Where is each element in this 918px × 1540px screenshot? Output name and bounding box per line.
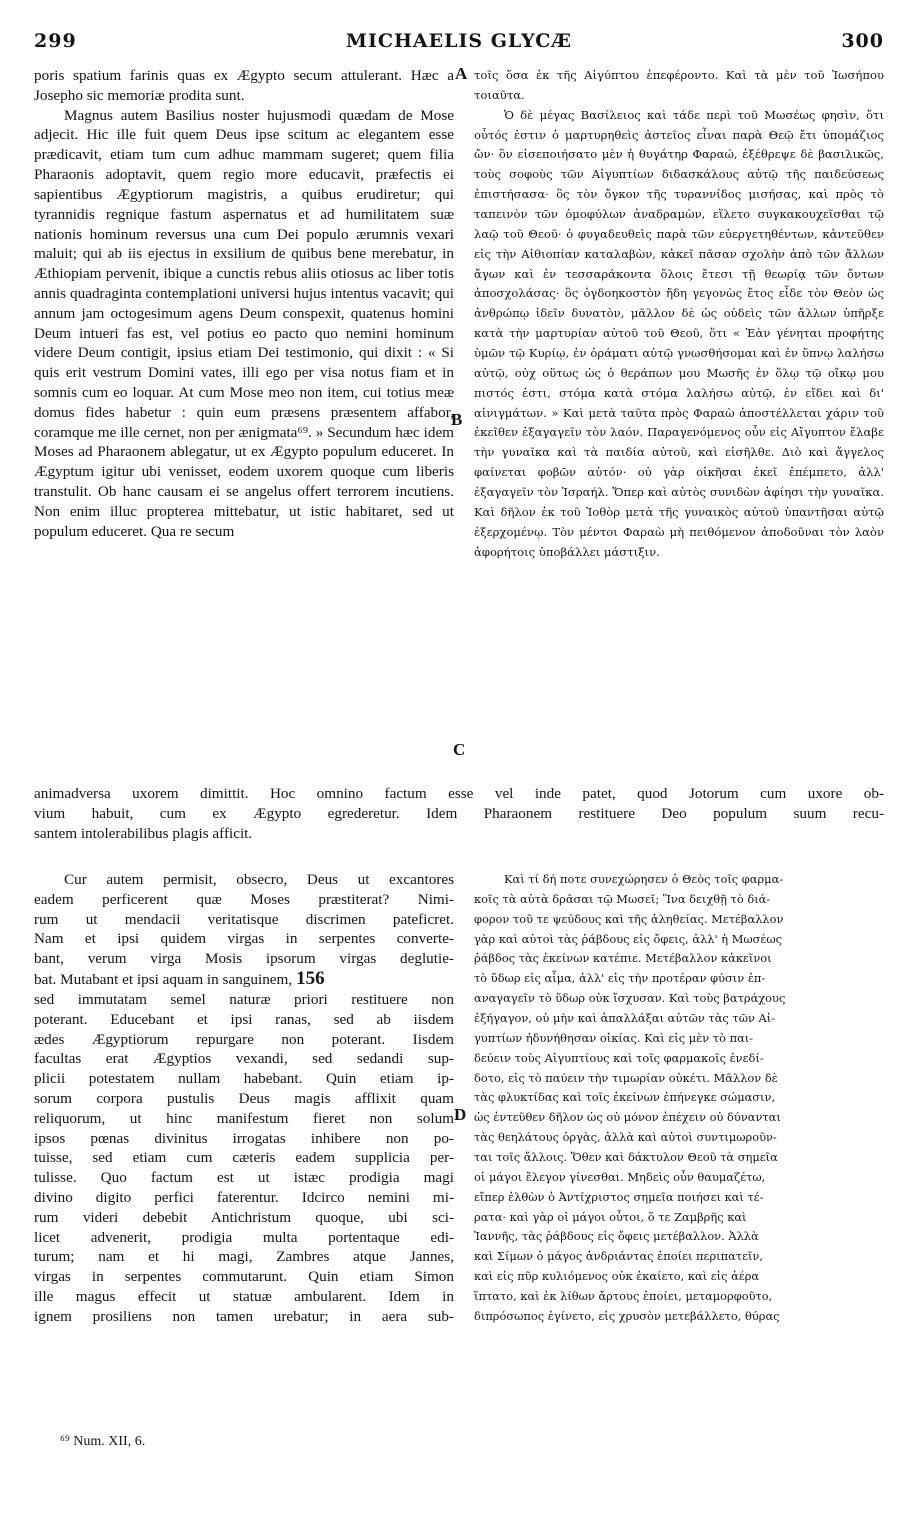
latin-line: bant, verum virga Mosis ipsorum virgas deglutie-	[34, 950, 454, 968]
page-number-left: 299	[34, 30, 77, 52]
latin-column-bottom	[34, 870, 454, 1327]
latin-line: poterant. Educebant et ipsi ranas, sed ab iisdem	[34, 1010, 454, 1028]
greek-line: τὰς θεηλάτους ὀργὰς, ἀλλὰ καὶ αὐτοὶ συντιμωροῦν-	[474, 1130, 777, 1145]
column-number-156: 156	[296, 969, 325, 990]
latin-column-top	[34, 66, 454, 542]
greek-line: ται τοῖς ἄλλοις. Ὅθεν καὶ δάκτυλον Θεοῦ τὰ σημεῖα	[474, 1150, 778, 1165]
greek-line: τὸ ὕδωρ εἰς αἷμα, ἀλλ' εἰς τὴν προτέραν φύσιν ἐπ-	[474, 971, 766, 986]
greek-paragraph: τοῖς ὅσα ἐκ τῆς Αἰγύπτου ἐπεφέροντο. Καὶ τὰ μὲν τοῦ Ἰωσήπου τοιαῦτα.	[474, 68, 884, 102]
latin-line: reliquorum, ut hinc manifestum fieret non solum	[34, 1109, 454, 1127]
latin-paragraph: poris spatium farinis quas ex Ægypto secum attulerant. Hæc a Josepho sic memoriæ prodita sunt.	[34, 67, 454, 104]
greek-line: οἱ μάγοι ἔλεγον γίνεσθαι. Μηδεὶς οὖν θαυμαζέτω,	[474, 1169, 766, 1184]
footnote: ⁶⁹ Num. XII, 6.	[60, 1434, 146, 1449]
full-width-line: santem intolerabilibus plagis afficit.	[34, 824, 253, 842]
greek-line: ἵπτατο, καὶ ἐκ λίθων ἄρτους ἐποίει, μεταμορφοῦτο,	[474, 1289, 773, 1304]
greek-line: ρατα· καὶ γὰρ οἱ μάγοι οὗτοι, ὅ τε Ζαμβρῆς καὶ	[474, 1209, 747, 1224]
latin-line: rum ut mendacii veritatisque discrimen pateficret.	[34, 910, 454, 928]
latin-line: divino digito perfici faterentur. Idcirco nemini mi-	[34, 1189, 454, 1206]
margin-marker-b: B	[451, 410, 463, 429]
greek-line: Ἰαννῆς, τὰς ῥάβδους εἰς ὄφεις μετέβαλλον. Ἀλλὰ	[474, 1229, 759, 1244]
latin-line-text: bat. Mutabant et ipsi aquam in sanguinem,	[34, 971, 293, 989]
latin-line: sorum corpora pustulis Deus magis afflixit quam	[34, 1089, 454, 1107]
running-title: MICHAELIS GLYCÆ	[345, 30, 573, 52]
greek-line: γὰρ καὶ αὐτοὶ τὰς ῥάβδους εἰς ὄφεις, ἀλλ' ἡ Μωσέως	[474, 931, 782, 946]
greek-line: ῥάβδος τὰς ἐκείνων κατέπιε. Μετέβαλλον κἀκεῖνοι	[474, 951, 772, 966]
latin-line: ipsos pœnas divinitus irrogatas inhibere non po-	[34, 1129, 454, 1147]
margin-marker-c: C	[453, 740, 466, 759]
latin-line: rum videri debebit Antichristum quoque, ubi sci-	[34, 1208, 454, 1226]
greek-line: εἴπερ ἐλθὼν ὁ Ἀντίχριστος σημεῖα ποιήσει καὶ τέ-	[474, 1189, 764, 1204]
margin-marker-d: D	[454, 1105, 467, 1124]
greek-paragraph: Ὁ δὲ μέγας Βασίλειος καὶ τάδε περὶ τοῦ Μωσέως φησὶν, ὅτι οὗτός ἐστιν ὁ μαρτυρηθεὶς ἀστεῖος εἶναι παρὰ Θεῷ ἔτι ὑπομάζιος ὤν· ὃν εἰσεποιήσατο μὲν ἡ θυγάτηρ Φαραώ, ἐξέθρεψε δὲ βασιλικῶς, τοὺς σοφοὺς τῶν Αἰγυπτίων διδασκάλους αὐτῷ τῆς παιδεύσεως ἐπιστήσασα· ὃς τὸν ὄγκον τῆς τυραννίδος μισήσας, καὶ πρὸς τὸ ταπεινὸν τῶν ὁμοφύλων ἀναδραμὼν, εἵλετο συγκακουχεῖσθαι τῷ λαῷ τοῦ Θεοῦ· ὁ φυγαδευθεὶς παρὰ τῶν εὐεργετηθέντων, κἀντεῦθεν εἰς τὴν Αἰθιοπίαν καταλαβὼν, κἀκεῖ πᾶσαν σχολὴν ἀπὸ τῶν ἄλλων ἄγων καὶ ἐν τεσσαράκοντα ὅλοις ἔτεσι τῇ θεωρίᾳ τῶν ὄντων ἀποσχολάσας· ὃς ὀγδοηκοστὸν ἤδη γεγονὼς ἔτος εἶδε τὸν Θεὸν ὡς ἀνθρώπῳ ἰδεῖν δυνατὸν, μᾶλλον δὲ ὡς οὐδεὶς τῶν ἄλλων ὑπῆρξε κατὰ τὴν μαρτυρίαν αὐτοῦ τοῦ Θεοῦ, ὅτι « Ἐὰν γένηται προφήτης ὑμῶν τῷ Κυρίῳ, ἐν ὁράματι αὐτῷ γνωσθήσομαι καὶ ἐν ὕπνῳ λαλήσω αὐτῷ, οὐχ οὕτως ὡς ὁ θεράπων μου Μωσῆς ἐν ὅλῳ τῷ οἴκῳ μου πιστός ἐστι, στόμα κατὰ στόμα λαλήσω αὐτῷ, ἐν εἴδει καὶ δι' αἰνιγμάτων. » Καὶ μετὰ ταῦτα πρὸς Φαραὼ ἀποστέλλεται χάριν τοῦ ἐκεῖθεν ἐξαγαγεῖν τὸν λαόν. Παραγενόμενος οὖν εἰς Αἴγυπτον ἔλαβε τὴν γυναῖκα καὶ τὰ παιδία αὐτοῦ, καὶ εἰσῆλθε. Διὸ καὶ ἄγγελος φαίνεται φοβῶν αὐτόν· οὐ γὰρ οἰκῆσαι ἐκεῖ ἐπέμπετο, ἀλλ' ἐξαγαγεῖν τὸν Ἰσραήλ. Ὅπερ καὶ αὐτὸς συνιδὼν ἀφίησι τὴν γυναῖκα. Καὶ δῆλον ἐκ τοῦ Ἰοθὸρ μετὰ τῆς γυναικὸς αὐτοῦ ὑπαντῆσαι αὐτῷ ἐξερχομένῳ. Τὸν μέντοι Φαραὼ μὴ πειθόμενον ἀποδοῦναι τὸν λαὸν ἀφορήτοις ὑποβάλλει μάστιξιν.	[474, 107, 884, 559]
latin-line: ædes Ægyptiorum repurgare non poterant. Iisdem	[34, 1030, 454, 1048]
greek-line: αναγαγεῖν τὸ ὕδωρ οὐκ ἴσχυσαν. Καὶ τοὺς βατράχους	[474, 991, 786, 1006]
full-width-line: animadversa uxorem dimittit. Hoc omnino factum esse vel inde patet, quod Jotorum cum uxore ob-	[34, 785, 884, 802]
latin-line: facultas erat Ægyptios vexandi, sed sedandi sup-	[34, 1050, 454, 1068]
latin-line: licet advenerit, prodigia multa portentaque edi-	[34, 1228, 454, 1246]
greek-line: δεύειν τοὺς Αἰγυπτίους καὶ τοῖς φαρμακοῖς ἐνεδί-	[474, 1050, 764, 1065]
greek-column-bottom	[474, 870, 884, 1327]
latin-line: tuisse, sed etiam cum cæteris eadem supplicia per-	[34, 1149, 454, 1167]
running-header	[34, 30, 884, 60]
greek-line: καὶ εἰς πῦρ κυλιόμενος οὐκ ἐκαίετο, καὶ εἰς ἀέρα	[474, 1269, 760, 1284]
greek-column-top	[474, 66, 884, 562]
latin-line: ille magus effecit ut statuæ ambularent. Idem in	[34, 1288, 454, 1306]
greek-line: καὶ Σίμων ὁ μάγος ἀνδριάντας ἐποίει περιπατεῖν,	[474, 1249, 763, 1264]
latin-line: virgas in serpentes commutarunt. Quin etiam Simon	[34, 1268, 454, 1286]
latin-line: Nam et ipsi quidem virgas in serpentes converte-	[34, 930, 454, 948]
greek-line: Καὶ τί δή ποτε συνεχώρησεν ὁ Θεὸς τοῖς φαρμα-	[504, 872, 784, 886]
greek-line: φορον τοῦ τε ψεύδους καὶ τῆς ἀληθείας. Μετέβαλλον	[474, 911, 784, 926]
greek-line: δοτο, εἰς τὸ παύειν τὴν τιμωρίαν οὐκέτι. Μᾶλλον δὲ	[474, 1070, 778, 1085]
latin-line: eadem perficerent quæ Moses præstiterat? Nimi-	[34, 890, 454, 908]
greek-line: διπρόσωπος ἐγίνετο, εἰς χρυσὸν μετεβάλλετο, θύρας	[474, 1308, 780, 1323]
greek-line: κοῖς τὰ αὐτὰ δρᾶσαι τῷ Μωσεῖ; Ἵνα δειχθῇ τὸ διά-	[474, 891, 771, 906]
latin-line: Cur autem permisit, obsecro, Deus ut excantores	[64, 871, 454, 888]
latin-line: tulisse. Quo factum est ut istæc prodigia magi	[34, 1169, 454, 1187]
margin-marker-a: A	[455, 64, 468, 83]
greek-line: ἐξήγαγον, οὐ μὴν καὶ ἀπαλλάξαι αὐτῶν τὰς τῶν Αἰ-	[474, 1011, 776, 1026]
page-number-right: 300	[841, 30, 884, 52]
latin-line: plicii potestatem nullam habebant. Quin etiam ip-	[34, 1070, 454, 1088]
latin-line: turum; nam et hi magi, Zambres atque Jannes,	[34, 1248, 454, 1266]
greek-line: τὰς φλυκτίδας καὶ τοῖς ἐκείνων ἐπήνεγκε σώμασιν,	[474, 1090, 776, 1105]
latin-line: sed immutatam semel naturæ priori restituere non	[34, 990, 454, 1008]
latin-line	[34, 969, 454, 990]
full-width-line: vium habuit, cum ex Ægypto egrederetur. Idem Pharaonem restituere Deo populum suum recu-	[34, 804, 884, 822]
full-width-passage	[34, 784, 884, 844]
greek-line: ὡς ἐντεῦθεν δῆλον ὡς οὐ μόνον ἐπέχειν οὐ δύνανται	[474, 1110, 781, 1125]
latin-line: ignem prosiliens non tamen urebatur; in aera sub-	[34, 1307, 454, 1325]
greek-line: γυπτίων ἠδυνήθησαν οἰκίας. Καὶ εἰς μὲν τὸ παι-	[474, 1030, 754, 1045]
latin-paragraph: Magnus autem Basilius noster hujusmodi quædam de Mose adjecit. Hic ille fuit quem Deus ipse scitum ac elegantem esse prædicavit, etiam tum cum adhuc mammam sugeret; quem filia Pharaonis adoptavit, quem regio more educavit, præfectis ei sapientibus Ægyptiorum magistris, a quibus erudiretur; qui tyrannidis regnique fastum aspernatus et ad humilitatem suæ nationis hominum reversus una cum Dei populo ærumnis vexari maluit; qui ab iis ejectus in exsilium de quibus bene merebatur, in Æthiopiam pervenit, ibique a cunctis rebus aliis otiosus ac liber totis annis quadraginta contemplationi universi hujus intentus vacavit; qui annum jam octogesimum agens Deum conspexit, quatenus homini Deum intueri fas est, vel potius eo pacto quo nemini hominum videre Deum contigit, ipsius etiam Dei testimonio, qui dixit : « Si quis erit vestrum Domini vates, illi ego per visa notus fiam et in somnis cum eo loquar. At cum Mose meo non item, cui totius meæ domus fides habetur : quin eum præsens præsentem affabor, coramque me ille cernet, non per ænigmata⁶⁹. » Secundum hæc idem Moses ad Pharaonem ablegatur, ut ex Ægypto populum educeret. In Ægyptum igitur ubi venisset, eodem uxorem quoque cum liberis transtulit. Ob hanc causam ei se angelus offert terrorem incutiens. Non enim illuc propterea mittebatur, ut istic habitaret, sed ut populum educeret. Qua re secum	[34, 106, 454, 540]
